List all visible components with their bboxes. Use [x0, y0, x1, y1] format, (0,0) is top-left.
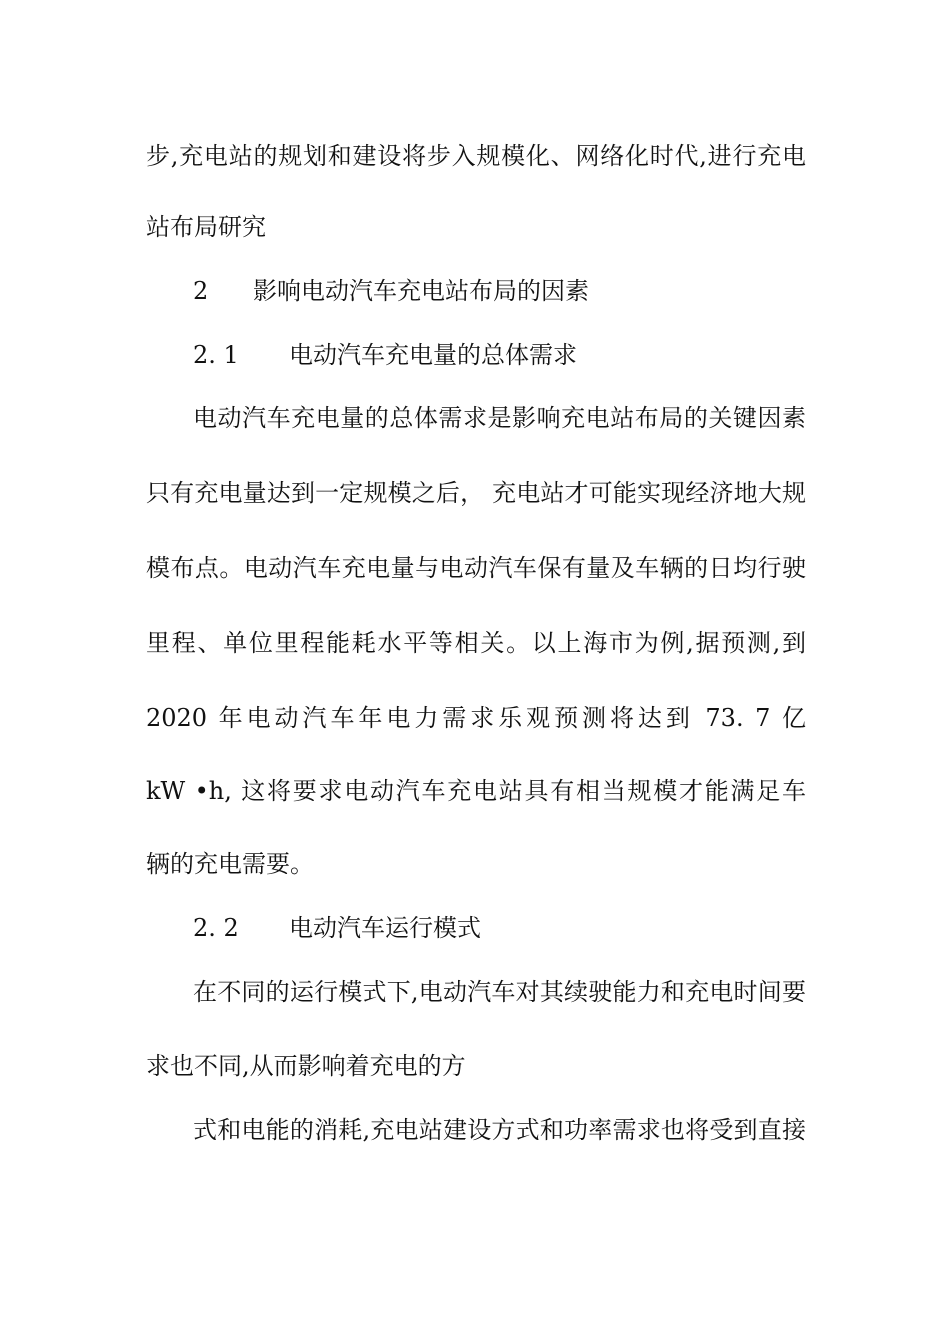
section-title: 电动汽车充电量的总体需求: [289, 341, 577, 369]
section-heading-2: [193, 275, 806, 307]
section-title: 电动汽车运行模式: [289, 914, 481, 942]
section-number: 2. 2: [193, 914, 239, 942]
section-heading-2-2: [193, 912, 806, 944]
paragraph-line: 只有充电量达到一定规模之后， 充电站才可能实现经济地大规: [146, 479, 806, 507]
section-heading-2-1: [193, 339, 806, 371]
paragraph-line: 里程、单位里程能耗水平等相关。以上海市为例,据预测,到: [146, 629, 806, 657]
paragraph-line: 在不同的运行模式下,电动汽车对其续驶能力和充电时间要: [193, 978, 806, 1006]
paragraph-line: 站布局研究: [146, 213, 266, 241]
section-title: 影响电动汽车充电站布局的因素: [253, 277, 589, 305]
paragraph-line: 式和电能的消耗,充电站建设方式和功率需求也将受到直接: [193, 1116, 806, 1144]
section-number: 2. 1: [193, 341, 239, 369]
paragraph-line: 求也不同,从而影响着充电的方: [146, 1052, 466, 1080]
paragraph-line: 步,充电站的规划和建设将步入规模化、网络化时代,进行充电: [146, 142, 806, 170]
paragraph-line: kW •h, 这将要求电动汽车充电站具有相当规模才能满足车: [146, 777, 806, 805]
paragraph-line: 模布点。电动汽车充电量与电动汽车保有量及车辆的日均行驶: [146, 554, 806, 582]
section-number: 2: [193, 277, 209, 305]
paragraph-line: 2020 年电动汽车年电力需求乐观预测将达到 73. 7 亿: [146, 704, 806, 732]
paragraph-line: 辆的充电需要。: [146, 850, 314, 878]
paragraph-line: 电动汽车充电量的总体需求是影响充电站布局的关键因素: [193, 404, 806, 432]
